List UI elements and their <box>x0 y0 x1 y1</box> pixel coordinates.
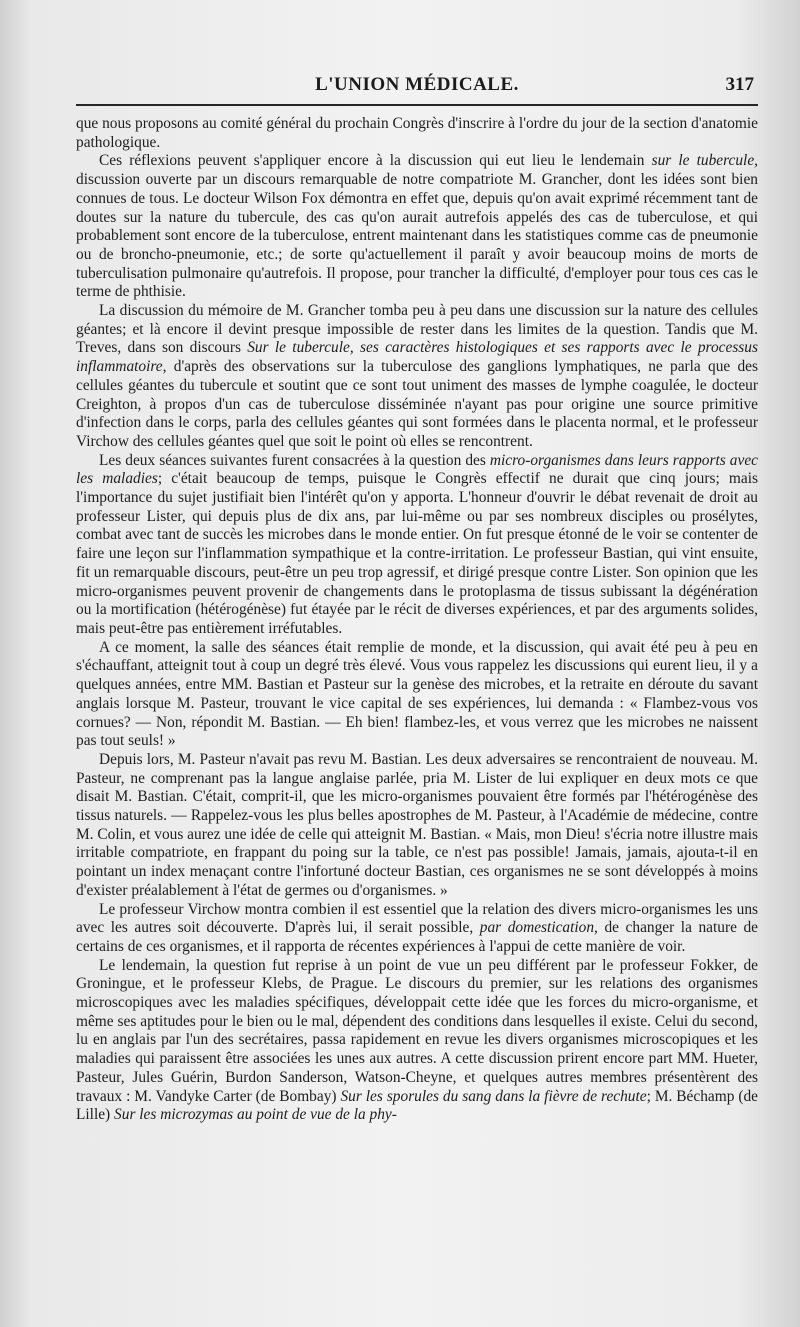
page-number: 317 <box>725 74 754 95</box>
text-run: La discussion du mémoire de M. Grancher tomba peu à peu dans une discussion sur la nature des cellules géantes; et là encore il devint presque impossible de rester dans les limites de la question. Tandis que M. Treves, dans son discours <box>76 302 758 357</box>
italic-text: par domestication, <box>479 919 598 937</box>
italic-text: Sur les microzymas au point de vue de la phy- <box>114 1106 397 1124</box>
italic-text: sur le tubercule, <box>651 152 759 170</box>
italic-text: Sur les sporules du sang dans la fièvre de rechute <box>340 1087 647 1105</box>
header-rule <box>76 104 758 106</box>
paragraph <box>76 152 758 302</box>
text-run: ; M. Béchamp (de Lille) <box>76 1087 758 1124</box>
text-run: Le professeur Virchow montra combien il est essentiel que la relation des divers micro-organismes les uns avec les autres soit découverte. D'après lui, il serait possible, <box>76 900 758 937</box>
text-run: Le lendemain, la question fut reprise à un point de vue un peu différent par le professeur Fokker, de Groningue, et le professeur Klebs, de Prague. Le discours du premier, sur les relations des organismes microscopiques avec les maladies spécifiques, développait cette idée que les forces du micro-organisme, et même ses aptitudes pour le bien ou le mal, dépendent des conditions dans lesquelles il existe. Celui du second, lu en anglais par l'un des secrétaires, passa rapidement en revue les divers organismes microscopiques et les maladies qui paraissent être associées les unes aux autres. A cette discussion prirent encore part MM. Hueter, Pasteur, Jules Guérin, Burdon Sanderson, Watson-Cheyne, et quelques autres membres présentèrent des travaux : M. Vandyke Carter (de Bombay) <box>76 956 758 1105</box>
paragraph <box>76 302 758 452</box>
running-head: L'UNION MÉDICALE. <box>315 74 519 95</box>
text-run: Depuis lors, M. Pasteur n'avait pas revu M. Bastian. Les deux adversaires se rencontraient de nouveau. M. Pasteur, ne comprenant pas la langue anglaise parlée, pria M. Lister de lui expliquer en deux mots ce que disait M. Bastian. C'était, comprit-il, que les micro-organismes pouvaient être formés par l'hétérogénèse des tissus naturels. — Rappelez-vous les plus belles apostrophes de M. Pasteur, à l'Académie de médecine, contre M. Colin, et vous aurez une idée de celle qui atteignit M. Bastian. « Mais, mon Dieu! s'écria notre illustre mais irritable compatriote, en frappant du poing sur la table, ce n'est pas possible! Jamais, jamais, ajouta-t-il en pointant un index menaçant contre l'infortuné docteur Bastian, ces organismes ne se sont développés à moins d'exister préalablement à l'état de germes ou d'organismes. » <box>76 750 758 899</box>
text-run: A ce moment, la salle des séances était remplie de monde, et la discussion, qui avait été peu à peu en s'échauffant, atteignit tout à coup un degré très élevé. Vous vous rappelez les discussions qui eurent lieu, il y a quelques années, entre MM. Bastian et Pasteur sur la genèse des microbes, et la retraite en déroute du savant anglais lorsque M. Pasteur, trouvant le vice capital de ses expériences, lui demanda : « Flambez-vous vos cornues? — Non, répondit M. Bastian. — Eh bien! flambez-les, et vous verrez que les microbes ne naissent pas tout seuls! » <box>76 638 758 750</box>
paragraph <box>76 901 758 957</box>
text-run: de changer la nature de certains de ces organismes, et il rapporta de récentes expériences à l'appui de cette manière de voir. <box>76 919 758 955</box>
paragraph <box>76 452 758 639</box>
text-run: ; c'était beaucoup de temps, puisque le Congrès effectif ne durait que cinq jours; mais l'importance du sujet justifiait bien l'intérêt qu'on y apporta. L'honneur d'ouvrir le débat revenait de droit au professeur Lister, qui depuis plus de dix ans, par lui-même ou par ses nombreux disciples ou prosélytes, combat avec tant de succès les microbes dans le monde entier. On fut presque étonné de le voir se contenter de faire une leçon sur l'inflammation sympathique et la contre-irritation. Le professeur Bastian, qui vint ensuite, fit un remarquable discours, peut-être un peu trop agressif, et dirigé presque contre Lister. Son opinion que les micro-organismes peuvent provenir de changements dans le protoplasma de tissus subissant la dégénération ou la mortification (hétérogénèse) fut étayée par le récit de diverses expériences, et par des arguments solides, mais peut-être pas entièrement irréfutables. <box>76 470 758 637</box>
italic-text: micro-organismes dans leurs rapports avec les maladies <box>76 451 758 488</box>
text-run: que nous proposons au comité général du prochain Congrès d'inscrire à l'ordre du jour de la section d'anatomie pathologique. <box>76 115 758 151</box>
paragraph <box>76 751 758 901</box>
paragraph <box>76 957 758 1125</box>
page-header <box>76 74 758 100</box>
text-run: Les deux séances suivantes furent consacrées à la question des <box>99 451 490 469</box>
text-run: d'après des observations sur la tuberculose des ganglions lymphatiques, ne parla que des cellules géantes du tubercule et soutint que ce sont tout uniment des masses de lymphe coagulée, le docteur Creighton, à propos d'un cas de tuberculose disséminée n'ayant pas pour origine une source primitive d'infection dans le corps, parla des cellules géantes qui sont formées dans le placenta normal, et le professeur Virchow des cellules géantes quel que soit le point où elles se rencontrent. <box>76 358 758 450</box>
paragraph <box>76 115 758 152</box>
body-text <box>76 115 758 1125</box>
text-run: discussion ouverte par un discours remarquable de notre compatriote M. Grancher, dont les idées sont bien connues de tous. Le docteur Wilson Fox démontra en effet que, depuis qu'on avait exprimé récemment tant de doutes sur la nature du tubercule, des cas qu'on aurait autrefois appelés des cas de tuberculose, et qui probablement sont encore de la tuberculose, entrent maintenant dans les statistiques comme cas de pneumonie ou de broncho-pneumonie, etc.; de sorte qu'actuellement il paraît y avoir beaucoup moins de morts de tuberculisation pulmonaire qu'autrefois. Il propose, pour trancher la difficulté, d'employer pour tous ces cas le terme de phthisie. <box>76 171 758 301</box>
paragraph <box>76 639 758 751</box>
italic-text: Sur le tubercule, ses caractères histologiques et ses rapports avec le processus inflammatoire, <box>76 339 758 376</box>
text-run: Ces réflexions peuvent s'appliquer encore à la discussion qui eut lieu le lendemain <box>99 152 652 170</box>
